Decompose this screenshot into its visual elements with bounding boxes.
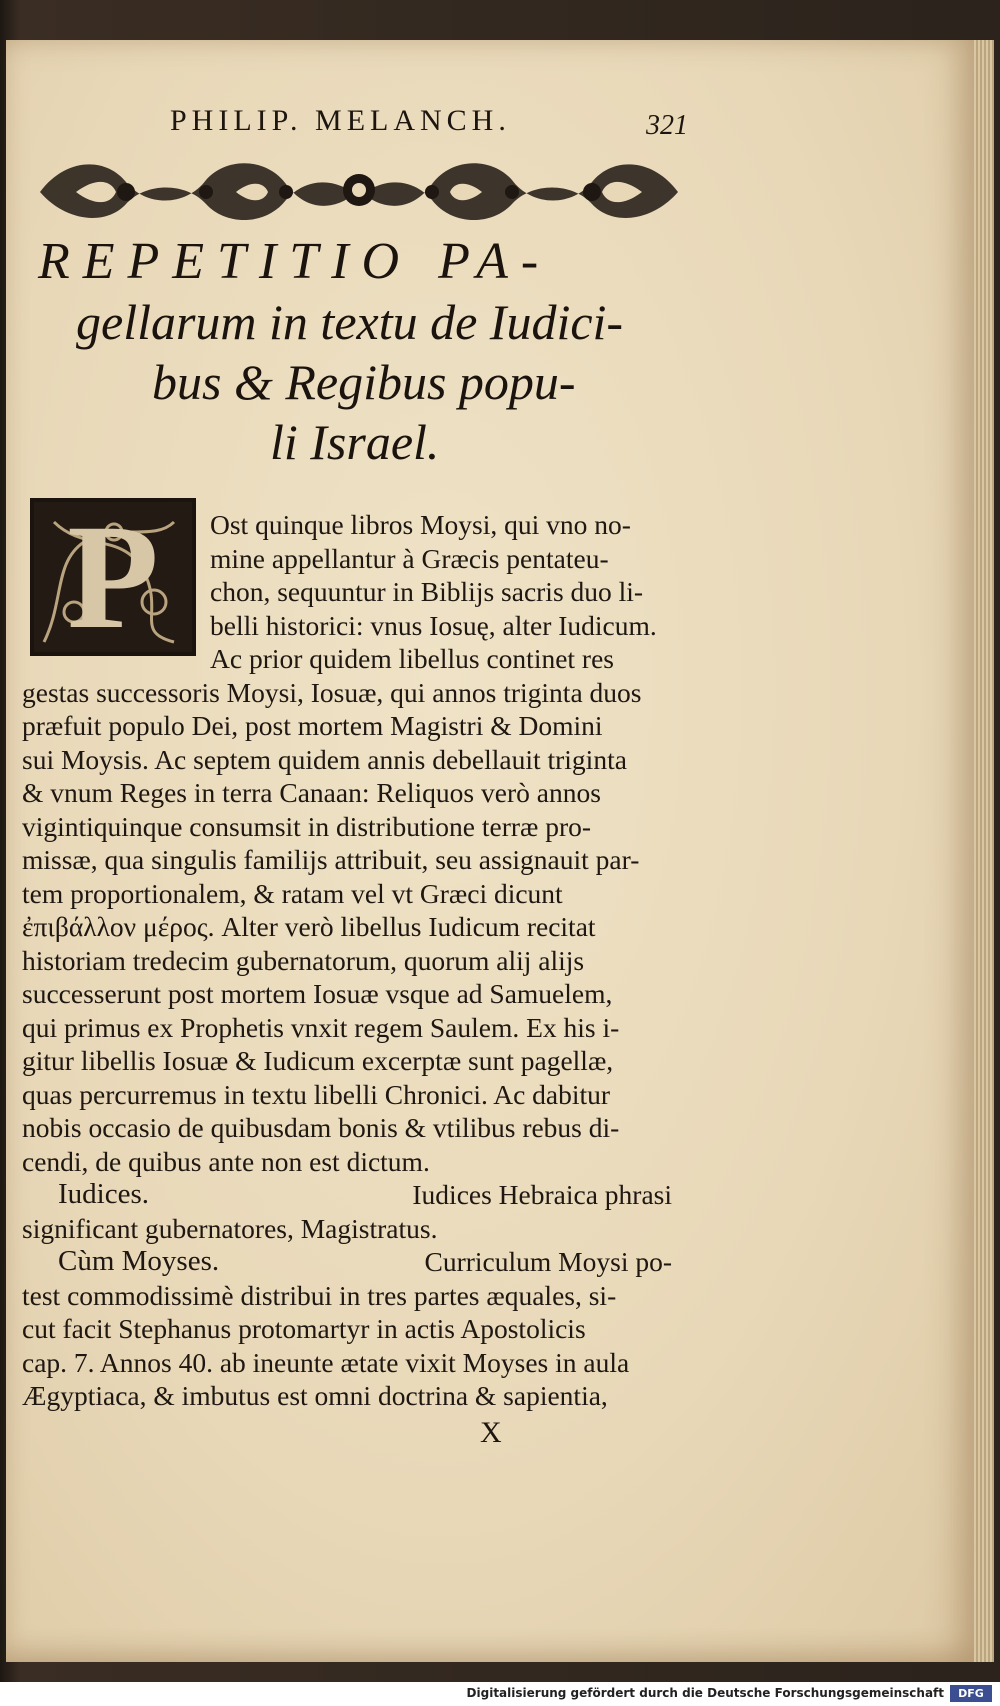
text-line: qui primus ex Prophetis vnxit regem Saulem. Ex his i- <box>22 1011 620 1043</box>
text-line: missæ, qua singulis familijs attribuit, seu assignauit par- <box>22 844 640 875</box>
title-line: gellarum in textu de Iudici- <box>76 294 624 350</box>
text-line: successerunt post mortem Iosuæ vsque ad Samuelem, <box>22 978 613 1009</box>
text-line: gestas successoris Moysi, Iosuæ, qui annos triginta duos <box>22 676 642 708</box>
text-line: quas percurremus in textu libelli Chronici. Ac dabitur <box>22 1078 611 1110</box>
marginal-heading: Cùm Moyses. <box>58 1245 220 1277</box>
text-line: cut facit Stephanus protomartyr in actis Apostolicis <box>22 1313 586 1344</box>
ornamental-headpiece <box>36 152 682 230</box>
title-line: REPETITIO PA- <box>38 233 552 290</box>
text-line: historiam tredecim gubernatorum, quorum alij alijs <box>22 944 585 976</box>
text-line: tem proportionalem, & ratam vel vt Græci dicunt <box>22 877 563 909</box>
page-number: 321 <box>646 110 688 141</box>
text-line: Iudices Hebraica phrasi <box>412 1179 672 1210</box>
text-line: Curriculum Moysi po- <box>424 1246 672 1277</box>
text-line: Ægyptiaca, & imbutus est omni doctrina & sapientia, <box>22 1380 608 1411</box>
section-moyses <box>22 1245 672 1279</box>
text-line: test commodissimè distribui in tres partes æquales, si- <box>22 1279 617 1311</box>
text-line: mine appellantur à Græcis pentateu- <box>210 542 609 574</box>
dfg-logo: DFG <box>950 1685 992 1702</box>
title-line: li Israel. <box>270 414 440 470</box>
marginal-heading: Iudices. <box>58 1178 149 1210</box>
text-line: præfuit populo Dei, post mortem Magistri & Domini <box>22 710 603 741</box>
text-line: nobis occasio de quibusdam bonis & vtilibus rebus di- <box>22 1112 620 1143</box>
text-line: & vnum Reges in terra Canaan: Reliquos verò annos <box>22 777 601 808</box>
section-title <box>34 232 684 472</box>
title-line: bus & Regibus popu- <box>152 354 576 410</box>
section-iudices <box>22 1178 672 1212</box>
text-line: Ost quinque libros Moysi, qui vno no- <box>210 509 631 540</box>
page-fore-edge <box>974 40 994 1662</box>
text-line: ἐπιβάλλον μέρος. Alter verò libellus Iudicum recitat <box>22 911 596 942</box>
text-line: gitur libellis Iosuæ & Iudicum excerptæ sunt pagellæ, <box>22 1045 614 1076</box>
text-line: sui Moysis. Ac septem quidem annis debellauit triginta <box>22 743 627 775</box>
text-line: chon, sequuntur in Biblijs sacris duo li- <box>210 576 644 607</box>
body-text <box>22 508 672 1413</box>
text-line: Ac prior quidem libellus continet res <box>210 643 615 674</box>
initial-letter: P <box>67 494 159 660</box>
footer-bar <box>0 1682 1000 1706</box>
text-line: vigintiquinque consumsit in distributione terræ pro- <box>22 810 592 842</box>
text-line: cap. 7. Annos 40. ab ineunte ætate vixit Moyses in aula <box>22 1346 630 1378</box>
text-line: belli historici: vnus Iosuę, alter Iudicum. <box>210 609 657 641</box>
text-line: cendi, de quibus ante non est dictum. <box>22 1145 430 1177</box>
signature-mark: X <box>480 1416 502 1449</box>
running-head: PHILIP. MELANCH. <box>170 104 511 137</box>
text-line: significant gubernatores, Magistratus. <box>22 1212 438 1244</box>
funding-notice: Digitalisierung gefördert durch die Deutsche Forschungsgemeinschaft <box>466 1686 944 1700</box>
